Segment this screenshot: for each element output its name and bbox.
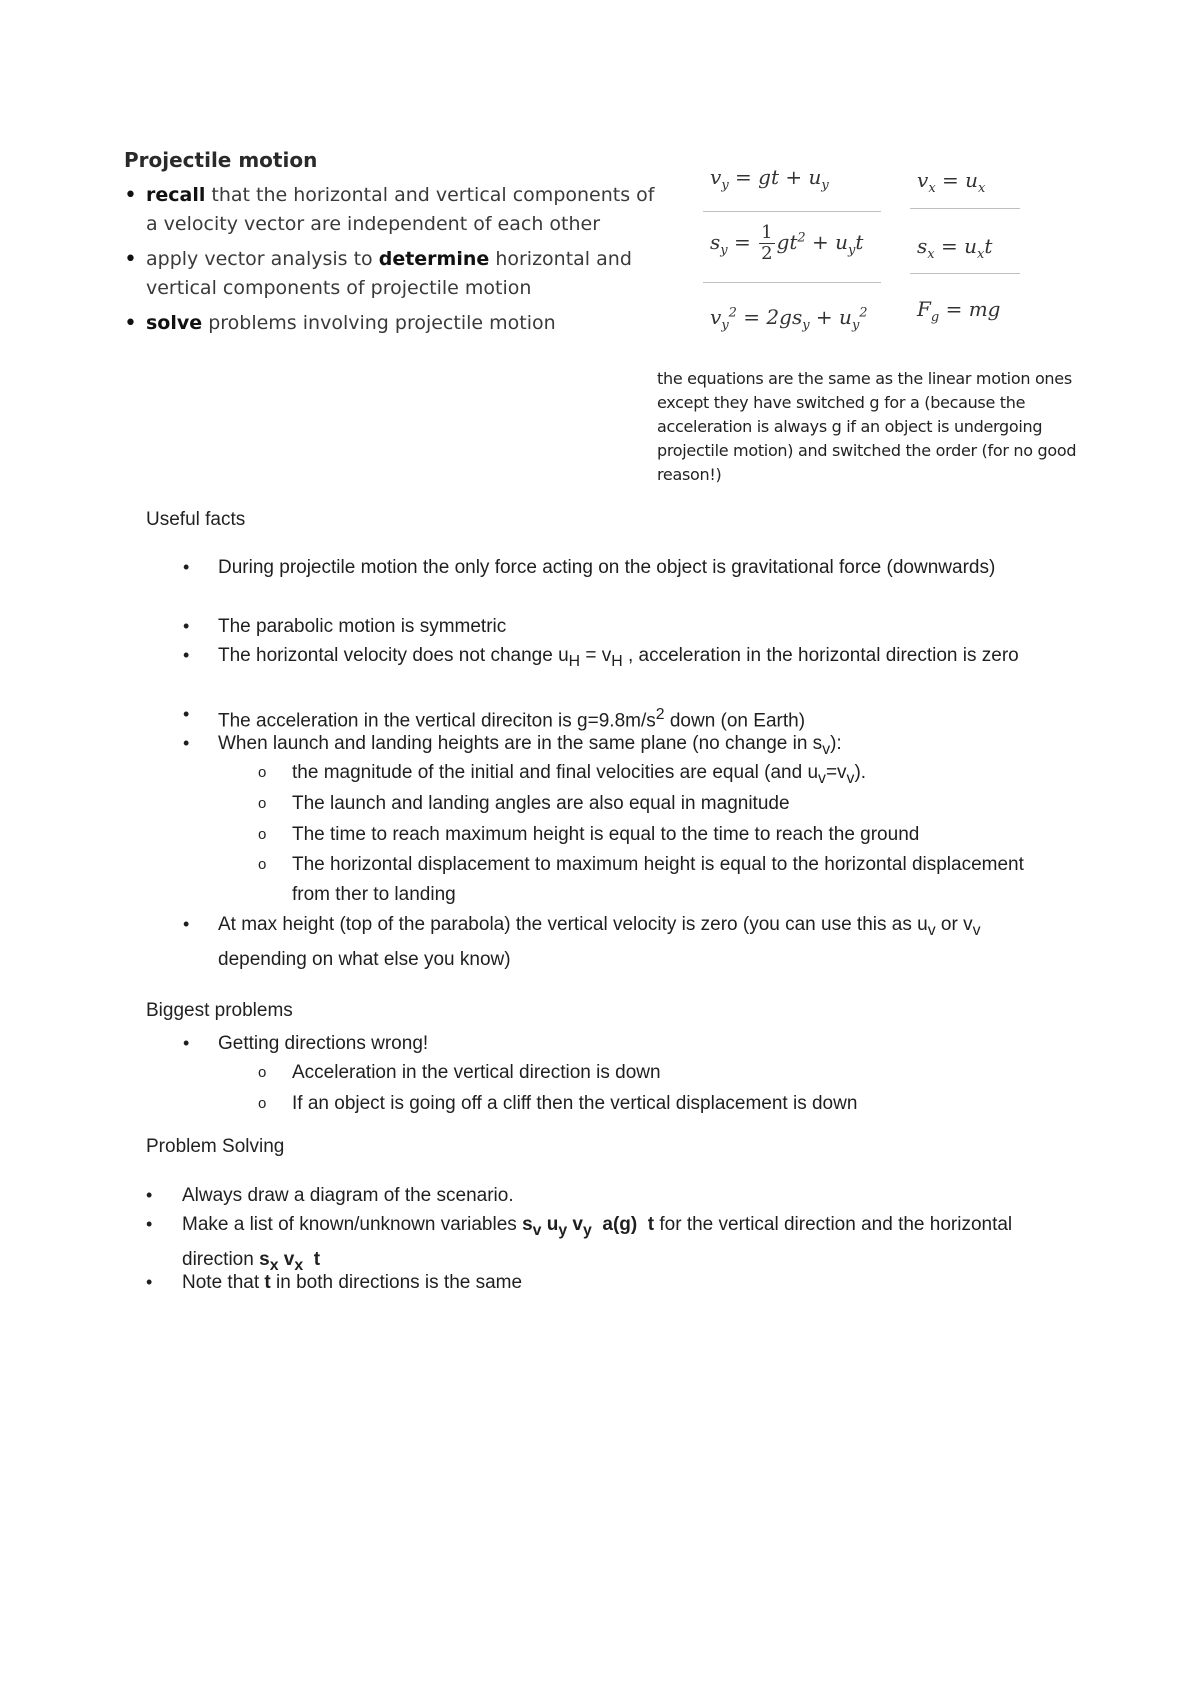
text-fragment: , acceleration in the horizontal direction is zero: [622, 645, 1019, 666]
list-item: • Always draw a diagram of the scenario.: [182, 1181, 1042, 1210]
syllabus-item-text: that the horizontal and vertical components of a velocity vector are independent of each other: [146, 184, 655, 235]
section-title-useful-facts: Useful facts: [146, 509, 246, 530]
subscript: v: [972, 921, 981, 939]
equations-note: the equations are the same as the linear motion ones except they have switched g for a (because the acceleration is always g if an object is undergoing projectile motion) and switched the order (for no good reason!): [657, 369, 1077, 484]
text-fragment: At max height (top of the parabola) the vertical velocity is zero (you can use this as u: [218, 914, 928, 935]
syllabus-item-text: problems involving projectile motion: [202, 312, 556, 334]
syllabus-item: [124, 309, 664, 338]
text-fragment: depending on what else you know): [218, 948, 511, 970]
text-fragment: When launch and landing heights are in the same plane (no change in s: [218, 733, 823, 754]
equation-vy: $v_y$ = gt + $u_y$: [710, 165, 829, 193]
subscript: v: [822, 740, 831, 758]
syllabus-block: [124, 148, 664, 344]
text-fragment: Note that: [182, 1272, 265, 1293]
syllabus-item-verb: determine: [378, 248, 490, 270]
text-fragment: in both directions is the same: [270, 1272, 523, 1293]
subscript: H: [611, 652, 623, 670]
syllabus-item-text: horizontal and vertical components of projectile motion: [146, 248, 632, 299]
section-title-biggest-problems: Biggest problems: [146, 1000, 293, 1021]
table-divider: [703, 211, 881, 212]
subscript: v: [818, 769, 826, 787]
text-fragment: The horizontal velocity does not change u: [218, 645, 569, 666]
list-item: [182, 1268, 1042, 1297]
subscript: v: [927, 921, 936, 939]
sub-list-item: o The horizontal displacement to maximum height is equal to the horizontal displacement from ther to landing: [292, 850, 1052, 910]
text-fragment: = v: [580, 645, 612, 666]
variable-t: t: [264, 1272, 271, 1293]
equation-vx: $v_x = u_x$: [917, 168, 986, 196]
table-divider: [703, 282, 881, 283]
text-fragment: ).: [854, 762, 867, 783]
sub-list-item: o If an object is going off a cliff then the vertical displacement is down: [292, 1089, 1052, 1119]
sub-list-item: o The time to reach maximum height is equal to the time to reach the ground: [292, 820, 1052, 850]
text-fragment: or v: [935, 914, 973, 935]
text-fragment: The acceleration in the vertical direciton is g=9.8m/s: [218, 710, 656, 732]
subscript: v: [846, 769, 855, 787]
sub-list-item: o Acceleration in the vertical direction is down: [292, 1058, 1052, 1088]
text-fragment: the magnitude of the initial and final velocities are equal (and u: [292, 762, 819, 783]
equation-fg: $F_g$ = mg: [917, 297, 1001, 325]
equation-sx: $s_x = u_xt$: [917, 234, 993, 262]
syllabus-heading: Projectile motion: [124, 148, 318, 172]
syllabus-list: [124, 181, 664, 338]
list-item: • The parabolic motion is symmetric: [218, 612, 1048, 641]
list-item: [218, 641, 1048, 676]
text-fragment: ):: [830, 733, 842, 754]
syllabus-item: [124, 245, 664, 303]
table-divider: [910, 208, 1020, 209]
syllabus-item-verb: solve: [146, 312, 203, 334]
list-item: • During projectile motion the only force acting on the object is gravitational force (downwards): [218, 553, 1048, 582]
text-fragment: =v: [825, 762, 847, 783]
list-item: • Getting directions wrong!: [218, 1029, 1048, 1058]
syllabus-item-verb: recall: [146, 184, 206, 206]
text-fragment: for the vertical direction and the horizontal direction: [182, 1214, 1013, 1270]
syllabus-item: [124, 181, 664, 239]
equation-sy: $s_y$ = $\frac{1}{2}$ $gt^2 + u_yt$: [710, 222, 864, 264]
section-title-problem-solving: Problem Solving: [146, 1136, 285, 1157]
text-fragment: Make a list of known/unknown variables: [182, 1214, 523, 1235]
sub-list-item: o The launch and landing angles are also equal in magnitude: [292, 789, 1052, 819]
equation-vy-squared: $v_y^2 = 2gs_y + u_y^2$: [710, 305, 868, 333]
table-divider: [910, 273, 1020, 274]
list-item: • Make a list of known/unknown variables $s_v$ $u_y$ $v_y$ a(g) t for the vertical direction and the horizontal direction $s_x$ $v_x$ t: [182, 1210, 1042, 1280]
syllabus-item-text: apply vector analysis to: [146, 248, 379, 270]
list-item: [218, 910, 1048, 974]
superscript: 2: [655, 706, 665, 723]
subscript: H: [568, 652, 581, 670]
text-fragment: down (on Earth): [664, 710, 806, 732]
